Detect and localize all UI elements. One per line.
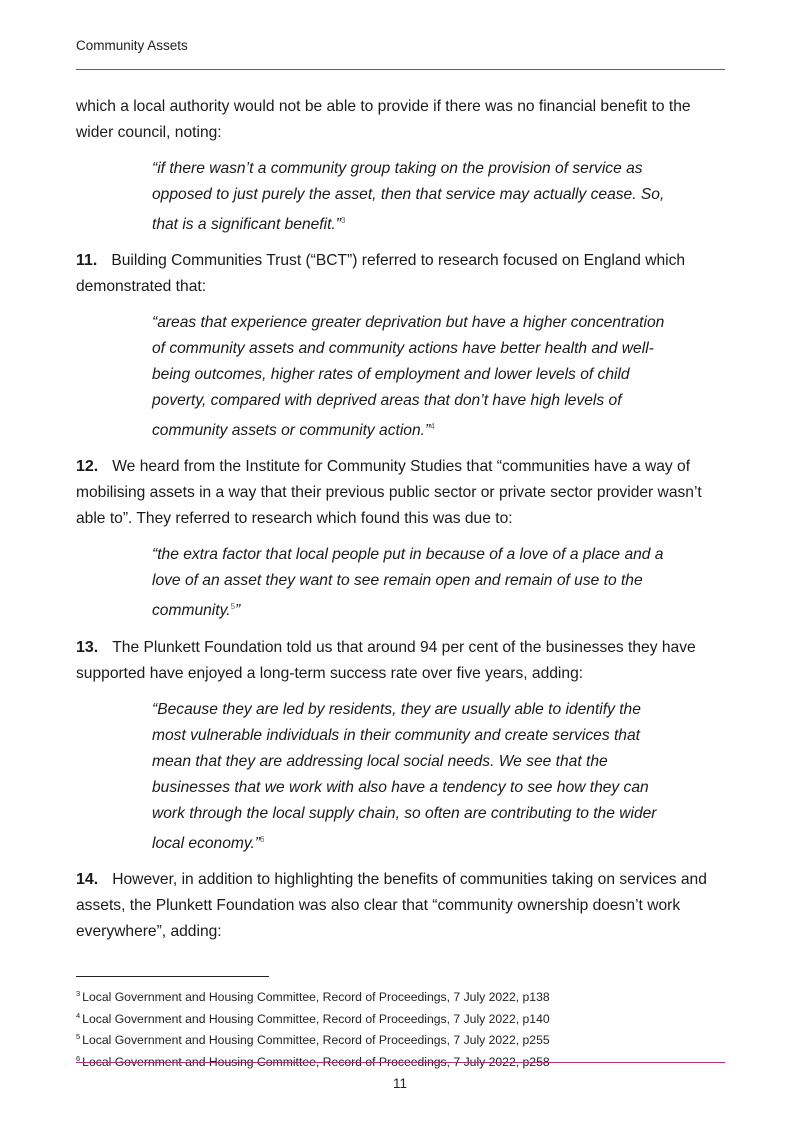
quote-3 [152,542,672,624]
footnote-marker: 6 [76,1053,81,1063]
paragraph-number: 12. [76,458,99,476]
footnote-text: Local Government and Housing Committee, Record of Proceedings, 7 July 2022, p255 [82,1033,550,1048]
quote-2-text: “areas that experience greater deprivation but have a higher concentration of community assets and community actions have better health and well-being outcomes, higher rates of employment and lower levels of child poverty, compared with deprived areas that don’t have high levels of community assets or community action.” [152,314,665,440]
footnote-marker: 4 [76,1010,81,1020]
footer-rule [76,1062,725,1063]
footnote-ref-4[interactable]: 4 [430,422,435,432]
paragraph-11 [76,248,726,300]
quote-3-closing: ” [235,602,241,620]
header-rule [76,69,725,70]
paragraph-12-text: We heard from the Institute for Community Studies that “communities have a way of mobilising assets in a way that their previous public sector or private sector provider wasn’t able to”. They referred to research which found this was due to: [76,458,702,528]
paragraph-number: 13. [76,638,99,656]
continuation-text: which a local authority would not be able to provide if there was no financial benefit to the wider council, noting: [76,98,691,141]
footnotes [76,985,550,1071]
footnote-ref-3[interactable]: 3 [340,216,346,225]
document-body [76,94,726,955]
paragraph-number: 11. [76,252,98,270]
paragraph-number: 14. [76,870,99,888]
quote-4-text: “Because they are led by residents, they are usually able to identify the most vulnerable individuals in their community and create services that mean that they are addressing local social needs. We see that the businesses that we work with also have a tendency to see how they can work through the local supply chain, so often are contributing to the wider local economy.” [152,700,657,852]
quote-1-text: “if there wasn’t a community group taking on the provision of service as opposed to just purely the asset, then that service may actually cease. So, that is a significant benefit.” [152,160,665,234]
footnote-text: Local Government and Housing Committee, Record of Proceedings, 7 July 2022, p140 [82,1011,550,1026]
footnote [76,1028,550,1050]
running-header: Community Assets [76,38,188,53]
quote-2 [152,310,672,444]
footnote-ref-5[interactable]: 5 [230,602,236,612]
footnote-marker: 3 [76,989,81,998]
paragraph-14 [76,867,726,945]
paragraph-14-text: However, in addition to highlighting the benefits of communities taking on services and assets, the Plunkett Foundation was also clear that “community ownership doesn’t work everywhere”, adding: [76,870,707,940]
paragraph-12 [76,454,726,532]
paragraph-11-text: Building Communities Trust (“BCT”) referred to research focused on England which demonstrated that: [76,252,686,296]
quote-4 [152,697,672,857]
paragraph-13-text: The Plunkett Foundation told us that around 94 per cent of the businesses they have supported have enjoyed a long-term success rate over five years, adding: [76,638,696,682]
footnote-ref-6[interactable]: 6 [260,834,265,844]
quote-3-text: “the extra factor that local people put in because of a love of a place and a love of an asset they want to see remain open and remain of use to the community. [152,546,664,620]
paragraph-13 [76,635,726,687]
footnote [76,1007,550,1029]
continuation-paragraph [76,94,726,146]
footnote-text: Local Government and Housing Committee, Record of Proceedings, 7 July 2022, p258 [82,1054,550,1069]
footnote [76,1050,550,1072]
footnote [76,985,550,1007]
page-number: 11 [392,1076,407,1091]
footnote-marker: 5 [76,1032,81,1042]
footnote-separator [76,976,269,977]
quote-1 [152,156,672,238]
footnote-text: Local Government and Housing Committee, Record of Proceedings, 7 July 2022, p138 [82,990,550,1005]
